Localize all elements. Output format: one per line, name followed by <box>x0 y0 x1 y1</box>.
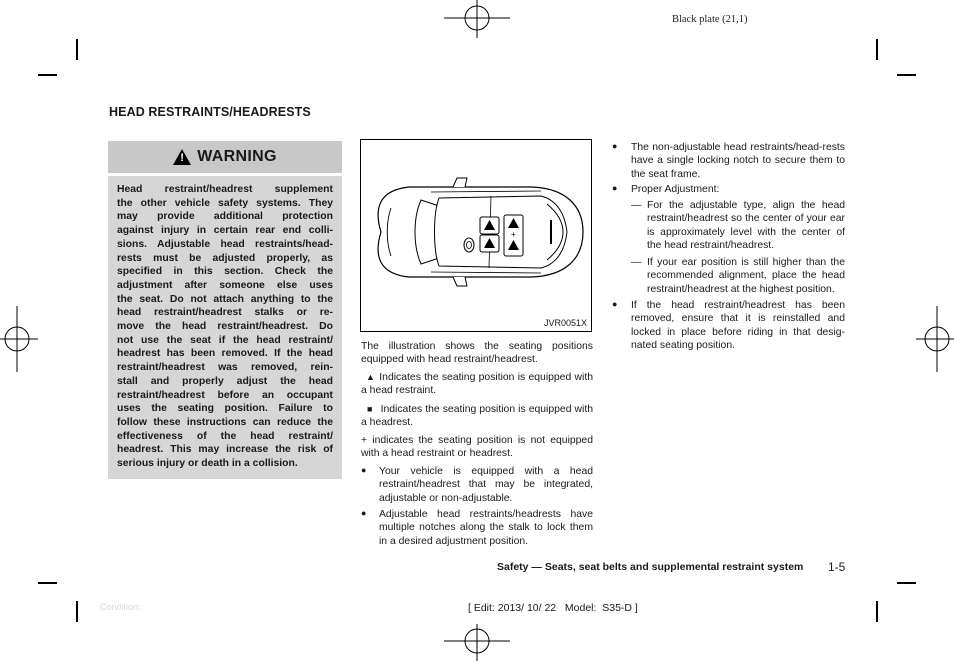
crop-mark <box>76 601 78 622</box>
registration-mark-top <box>444 0 510 40</box>
edit-info: [ Edit: 2013/ 10/ 22 Model: S35-D ] <box>468 602 638 614</box>
legend-triangle-text: Indicates the seating position is equipped with a head restraint. <box>361 372 593 397</box>
figure-code: JVR0051X <box>543 318 587 328</box>
registration-mark-bottom <box>444 624 510 661</box>
warning-line: the other vehicle safety systems. They <box>117 197 333 209</box>
vehicle-seating-figure <box>360 139 592 332</box>
warning-line: may provide additional protection <box>117 211 333 223</box>
crop-mark <box>76 39 78 60</box>
plate-label: Black plate (21,1) <box>672 14 748 25</box>
crop-mark <box>876 601 878 622</box>
warning-line: serious injury or death in a collision. <box>117 458 298 470</box>
legend-plus: + indicates the seating position is not equipped with a head restraint or headrest. <box>361 435 593 460</box>
legend-square <box>361 403 593 430</box>
warning-line: headrest has been removed. If the head <box>117 348 333 360</box>
warning-line: effectiveness of the head restraint/ <box>117 430 333 442</box>
dash-icon: — <box>631 257 642 268</box>
warning-line: specified in this section. Check the <box>117 266 333 278</box>
list-item: Your vehicle is equipped with a head restraint/headrest that may be integrated, adjustable or non-adjustable. <box>379 466 593 504</box>
bullet-icon: ● <box>612 299 618 309</box>
square-icon: ■ <box>367 404 373 414</box>
warning-line: adjustment after someone else uses <box>117 279 333 291</box>
warning-line: restraint/headrest before an occupant <box>117 389 333 401</box>
section-title: HEAD RESTRAINTS/HEADRESTS <box>109 105 311 119</box>
car-top-view-illustration <box>361 140 591 315</box>
condition-label: Condition: <box>100 602 141 612</box>
bullet-icon: ● <box>361 465 367 475</box>
figure-caption: The illustration shows the seating positions equipped with head restraint/headrest. <box>361 341 593 366</box>
warning-line: the seat. Do not attach anything to the <box>117 293 333 305</box>
legend-triangle <box>361 371 593 398</box>
warning-line: sions. Adjustable head restraints/head- <box>117 238 333 250</box>
warning-text <box>117 183 333 471</box>
warning-line: Head restraint/headrest supplement <box>117 184 333 195</box>
triangle-icon: ▲ <box>366 372 376 382</box>
warning-line: move the head restraint/headrest. Do <box>117 321 333 333</box>
bullet-icon: ● <box>612 183 618 193</box>
legend-square-text: Indicates the seating position is equipped with a headrest. <box>361 404 594 429</box>
bullet-icon: ● <box>361 508 367 518</box>
crop-mark <box>897 582 916 584</box>
bullet-icon: ● <box>612 141 618 151</box>
list-item: The non-adjustable head restraints/head-rests have a single locking notch to secure them to the seat frame. <box>631 142 845 180</box>
warning-line: against injury in certain rear end colli- <box>117 225 333 237</box>
crop-mark <box>876 39 878 60</box>
registration-mark-right <box>914 306 954 372</box>
page-number: 1-5 <box>828 560 846 574</box>
warning-line: restraint/headrest was removed, rein- <box>117 362 333 374</box>
warning-line: rests must be adjusted properly, as <box>117 252 333 264</box>
list-item: Proper Adjustment: <box>631 184 720 195</box>
warning-line: headrest. This may increase the risk of <box>117 444 333 456</box>
crop-mark <box>38 582 57 584</box>
warning-icon: ! <box>173 149 191 165</box>
dash-icon: — <box>631 200 642 211</box>
warning-line: follow these instructions can reduce the <box>117 416 333 428</box>
warning-line: head restraint/headrest stalks or re- <box>117 307 333 319</box>
sub-list-item: For the adjustable type, align the head restraint/headrest so the center of your ear is approximately level with the center of the head restraint/headrest. <box>647 200 845 252</box>
footer-section: Safety — Seats, seat belts and supplemental restraint system <box>497 561 804 573</box>
crop-mark <box>897 74 916 76</box>
warning-line: not use the seat if the head restraint/ <box>117 334 333 346</box>
sub-list-item: If your ear position is still higher than the recommended alignment, place the head restraint/headrest at the highest position. <box>647 257 845 295</box>
warning-header <box>108 141 342 175</box>
list-item: Adjustable head restraints/headrests have multiple notches along the stalk to lock them in a desired adjustment position. <box>379 509 593 547</box>
list-item: If the head restraint/headrest has been removed, ensure that it is reinstalled and locked in place before riding in that desig-nated seating position. <box>631 300 845 352</box>
registration-mark-left <box>0 306 40 372</box>
warning-label: WARNING <box>197 148 277 165</box>
warning-line: stall and properly adjust the head <box>117 375 333 387</box>
warning-line: uses the seating position. Failure to <box>117 403 333 415</box>
crop-mark <box>38 74 57 76</box>
no-restraint-plus-icon: + <box>511 230 516 239</box>
